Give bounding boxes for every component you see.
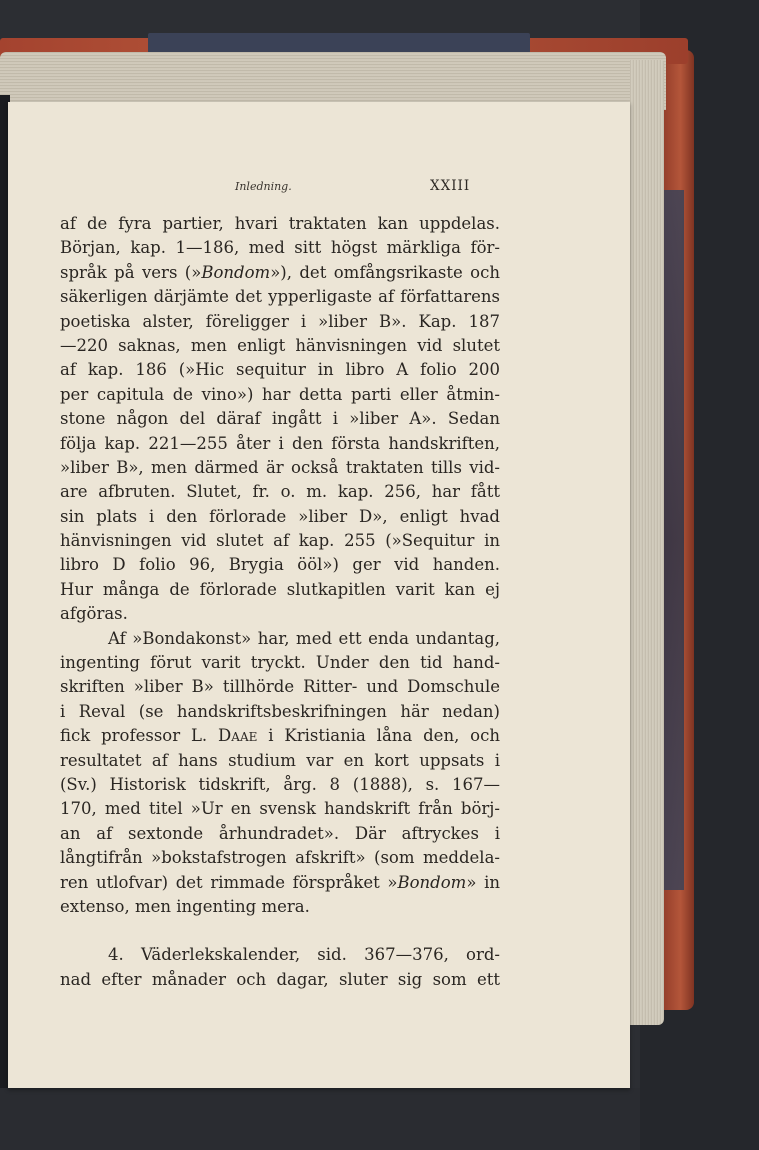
text-line: säkerligen därjämte det ypperligaste af författarens bbox=[60, 287, 500, 307]
text-line: språk på vers (»Bondom»), det omfångsrikaste och bbox=[60, 262, 500, 282]
text-line: extenso, men ingenting mera. bbox=[60, 896, 310, 916]
text-line: sin plats i den förlorade »liber D», enligt hvad bbox=[60, 506, 500, 526]
book-page bbox=[8, 102, 630, 1088]
page-header bbox=[8, 178, 630, 200]
text-line: resultatet af hans studium var en kort uppsats i bbox=[60, 750, 500, 770]
text-line: följa kap. 221—255 åter i den första handskriften, bbox=[60, 433, 500, 453]
text-line: per capitula de vino») har detta parti eller åtmin- bbox=[60, 384, 500, 404]
book-spine-strip bbox=[664, 190, 684, 890]
text-line: 4. Väderlekskalender, sid. 367—376, ord- bbox=[108, 945, 500, 965]
text-line: långtifrån »bokstafstrogen afskrift» (som meddela- bbox=[60, 848, 500, 868]
text-line: Början, kap. 1—186, med sitt högst märkliga för- bbox=[60, 238, 500, 258]
text-line: libro D folio 96, Brygia ööl») ger vid handen. bbox=[60, 555, 500, 575]
text-line: skriften »liber B» tillhörde Ritter- und Domschule bbox=[60, 677, 500, 697]
text-line: »liber B», men därmed är också traktaten tills vid- bbox=[60, 457, 500, 477]
text-line: hänvisningen vid slutet af kap. 255 (»Sequitur in bbox=[60, 531, 500, 551]
text-line: an af sextonde århundradet». Där aftryckes i bbox=[60, 823, 500, 843]
text-line: stone någon del däraf ingått i »liber A». Sedan bbox=[60, 409, 500, 429]
running-title: Inledning. bbox=[235, 180, 292, 193]
bottom-background bbox=[0, 1088, 640, 1150]
page-edges-right bbox=[630, 60, 664, 1025]
text-line: i Reval (se handskriftsbeskrifningen här nedan) bbox=[60, 701, 500, 721]
text-line: Hur många de förlorade slutkapitlen varit kan ej bbox=[60, 579, 500, 599]
paragraph-gap bbox=[60, 919, 500, 943]
text-line: nad efter månader och dagar, sluter sig som ett bbox=[60, 969, 500, 989]
text-line: are afbruten. Slutet, fr. o. m. kap. 256, har fått bbox=[60, 482, 500, 502]
body-text bbox=[60, 212, 500, 992]
text-line: fick professor L. Daae i Kristiania låna den, och bbox=[60, 726, 500, 746]
text-line: ingenting förut varit tryckt. Under den tid hand- bbox=[60, 653, 500, 673]
text-line: ren utlofvar) det rimmade förspråket »Bondom» in bbox=[60, 872, 501, 892]
text-line: afgöras. bbox=[60, 604, 128, 624]
text-line: af kap. 186 (»Hic sequitur in libro A folio 200 bbox=[60, 360, 500, 380]
text-line: 170, med titel »Ur en svensk handskrift från börj- bbox=[60, 799, 500, 819]
page-number: XXIII bbox=[430, 178, 471, 194]
text-line: poetiska alster, föreligger i »liber B». Kap. 187 bbox=[60, 311, 500, 331]
book-cover-label bbox=[148, 33, 530, 53]
text-line: (Sv.) Historisk tidskrift, årg. 8 (1888), s. 167— bbox=[60, 774, 500, 794]
text-line: Af »Bondakonst» har, med ett enda undantag, bbox=[108, 628, 500, 648]
text-line: —220 saknas, men enligt hänvisningen vid slutet bbox=[60, 335, 500, 355]
text-line: af de fyra partier, hvari traktaten kan uppdelas. bbox=[60, 214, 500, 233]
